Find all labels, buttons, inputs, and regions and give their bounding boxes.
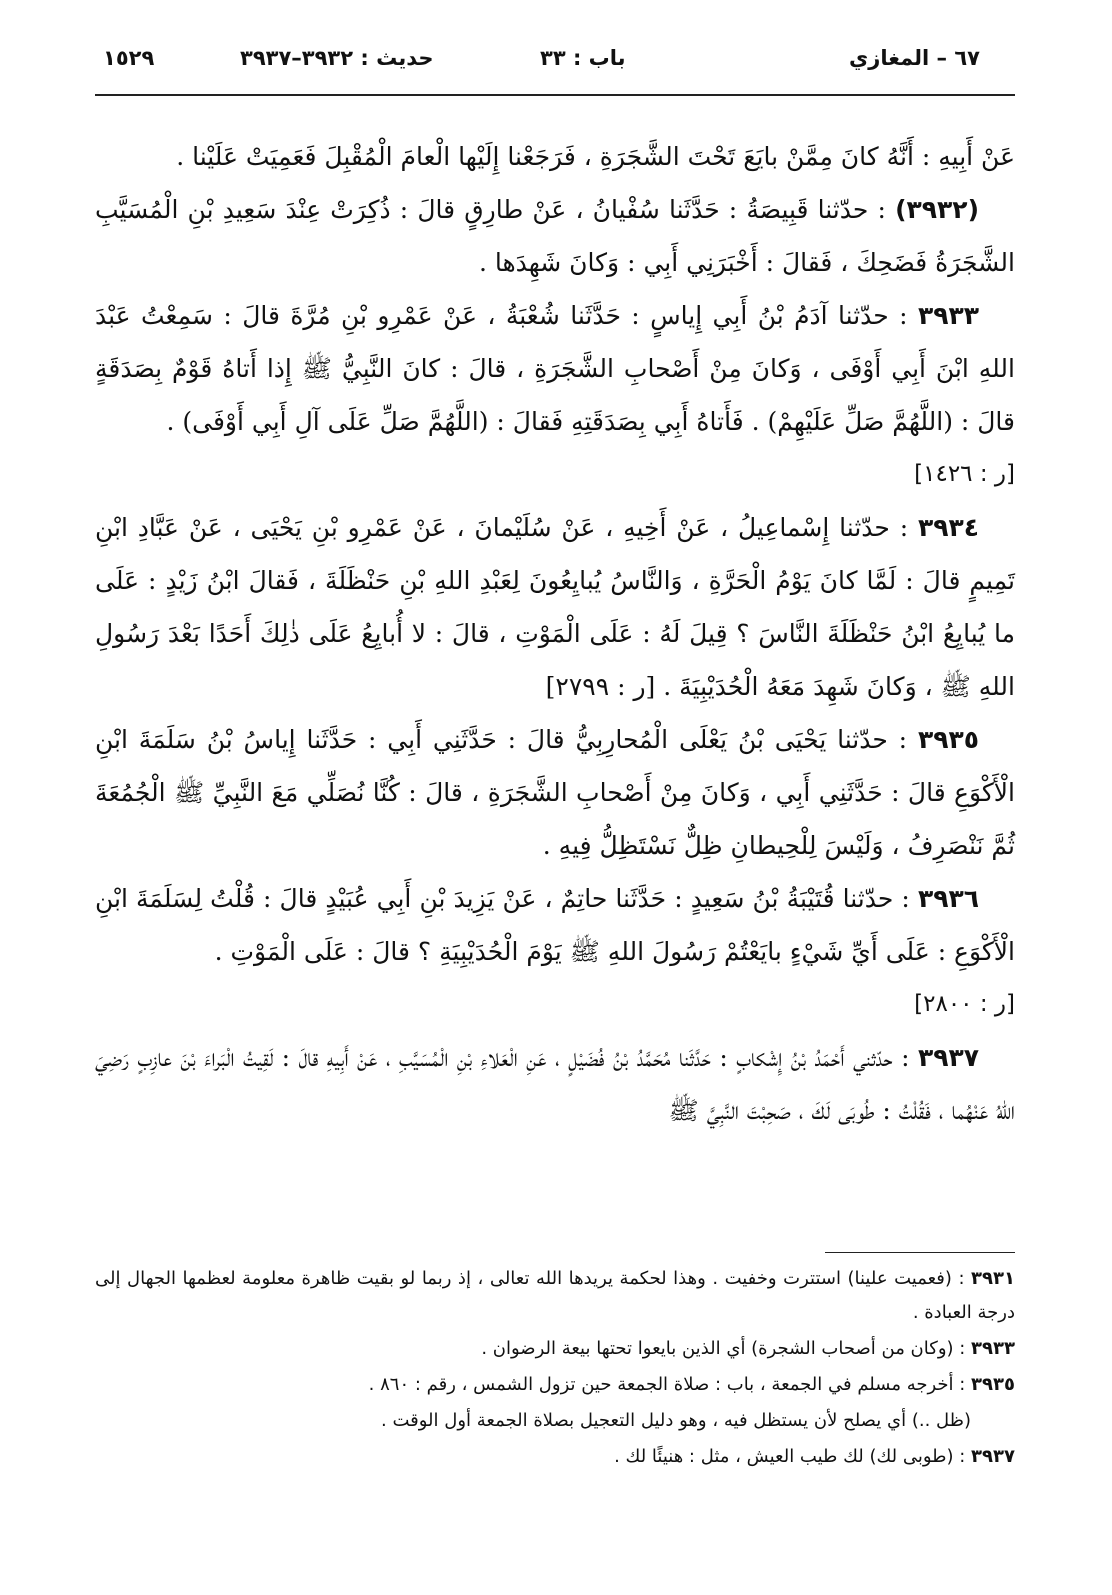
hadith-text: : حدّثنا قَبِيصَةُ : حَدَّثَنا سُفْيانُ ، عَنْ طارِقٍ قالَ : ذُكِرَتْ عِنْدَ سَعِيدِ بْنِ الْمُسَيَّبِ الشَّجَرَةُ فَضَحِكَ ، فَقالَ : أَخْبَرَنِي أَبِي : وَكانَ شَهِدَها . xyxy=(95,195,1015,277)
hadith-text: : حدّثنا قُتَيْبَةُ بْنُ سَعِيدٍ : حَدَّثَنا حاتِمٌ ، عَنْ يَزِيدَ بْنِ أَبِي عُبَيْدٍ قالَ : قُلْتُ لِسَلَمَةَ ابْنِ الْأَكْوَعِ : عَلَى أَيِّ شَيْءٍ بايَعْتُمْ رَسُولَ اللهِ ﷺ يَوْمَ الْحُدَيْبِيَةِ ؟ قالَ : عَلَى الْمَوْتِ . xyxy=(95,884,1015,966)
hadith-range: حديث : ٣٩٣٢–٣٩٣٧ xyxy=(240,46,434,70)
hadith-number: (٣٩٣٢) xyxy=(895,195,979,224)
hadith-3931-continuation: عَنْ أَبِيهِ : أَنَّهُ كانَ مِمَّنْ بايَعَ تَحْتَ الشَّجَرَةِ ، فَرَجَعْنا إِلَيْها الْعامَ الْمُقْبِلَ فَعَمِيَتْ عَلَيْنا . xyxy=(176,142,1015,171)
page-number: ١٥٢٩ xyxy=(103,46,155,70)
hadith-text: : حدّثنا إِسْماعِيلُ ، عَنْ أَخِيهِ ، عَنْ سُلَيْمانَ ، عَنْ عَمْرِو بْنِ يَحْيَى ، عَنْ عَبَّادِ ابْنِ تَمِيمٍ قالَ : لَمَّا كانَ يَوْمُ الْحَرَّةِ ، وَالنَّاسُ يُبايِعُونَ لِعَبْدِ اللهِ بْنِ حَنْظَلَةَ ، فَقالَ ابْنُ زَيْدٍ : عَلَى ما يُبايِعُ ابْنُ حَنْظَلَةَ النَّاسَ ؟ قِيلَ لَهُ : عَلَى الْمَوْتِ ، قالَ : لا أُبايِعُ عَلَى ذٰلِكَ أَحَدًا بَعْدَ رَسُولِ اللهِ ﷺ ، وَكانَ شَهِدَ مَعَهُ الْحُدَيْبِيَةَ . [ر : ٢٧٩٩] xyxy=(95,513,1015,701)
footnote-number: ٣٩٣٣ xyxy=(971,1338,1015,1359)
book-title: ٦٧ – المغازي xyxy=(849,46,980,70)
footnote-number: ٣٩٣١ xyxy=(971,1268,1015,1289)
footnote-number: ٣٩٣٥ xyxy=(971,1374,1015,1395)
hadith-number: ٣٩٣٤ xyxy=(917,513,979,542)
footnote-text: : (طوبى لك) لك طيب العيش ، مثل : هنيئًا لك . xyxy=(614,1446,972,1467)
footnote-text: : (وكان من أصحاب الشجرة) أي الذين بايعوا تحتها بيعة الرضوان . xyxy=(481,1338,972,1359)
cross-reference: [ر : ١٤٢٦] xyxy=(914,461,1015,487)
hadith-3934 xyxy=(95,501,1015,713)
footnote-3937 xyxy=(95,1440,1015,1474)
footnotes xyxy=(95,1262,1015,1476)
hadith-3937 xyxy=(95,1031,1015,1137)
hadith-text: : حدّثنا يَحْيَى بْنُ يَعْلَى الْمُحارِبِيُّ قالَ : حَدَّثَنِي أَبِي : حَدَّثَنا إِياسُ بْنُ سَلَمَةَ ابْنِ الْأَكْوَعِ قالَ : حَدَّثَنِي أَبِي ، وَكانَ مِنْ أَصْحابِ الشَّجَرَةِ ، قالَ : كُنَّا نُصَلِّي مَعَ النَّبِيِّ ﷺ الْجُمُعَةَ ثُمَّ نَنْصَرِفُ ، وَلَيْسَ لِلْحِيطانِ ظِلٌّ نَسْتَظِلُّ فِيهِ . xyxy=(95,725,1015,860)
footnote-3935 xyxy=(95,1368,1015,1402)
hadith-text: : حدّثني أَحْمَدُ بْنُ إِشْكابٍ : حَدَّثَنا مُحَمَّدُ بْنُ فُضَيْلٍ ، عَنِ الْعَلاءِ بْنِ الْمُسَيَّبِ ، عَنْ أَبِيهِ قالَ : لَقِيتُ الْبَراءَ بْنَ عازِبٍ رَضِيَ اللهُ عَنْهُما ، فَقُلْتُ : طُوبَى لَكَ ، صَحِبْتَ النَّبِيَّ ﷺ xyxy=(95,1043,1015,1125)
book-page xyxy=(95,30,1015,1570)
footnote-3931 xyxy=(95,1262,1015,1330)
hadith-number: ٣٩٣٣ xyxy=(917,301,979,330)
hadith-number: ٣٩٣٥ xyxy=(917,725,979,754)
footnote-3935-continuation: (ظل ..) أي يصلح لأن يستظل فيه ، وهو دليل التعجيل بصلاة الجمعة أول الوقت . xyxy=(381,1410,971,1431)
header-divider xyxy=(95,94,1015,96)
hadith-3936 xyxy=(95,872,1015,978)
footnote-text: : أخرجه مسلم في الجمعة ، باب : صلاة الجمعة حين تزول الشمس ، رقم : ٨٦٠ . xyxy=(368,1374,972,1395)
hadith-number: ٣٩٣٦ xyxy=(917,884,979,913)
hadith-number: ٣٩٣٧ xyxy=(917,1043,979,1072)
hadith-3935 xyxy=(95,713,1015,872)
chapter-number: باب : ٣٣ xyxy=(540,46,626,70)
hadith-3933 xyxy=(95,289,1015,448)
footnote-text: : (فعميت علينا) استترت وخفيت . وهذا لحكمة يريدها الله تعالى ، إذ ربما لو بقيت ظاهرة معلومة لعظمها الجهال إلى درجة العبادة . xyxy=(95,1268,1015,1323)
hadith-3932 xyxy=(95,183,1015,289)
footnote-divider xyxy=(825,1252,1015,1253)
hadith-text: : حدّثنا آدَمُ بْنُ أَبِي إِياسٍ : حَدَّثَنا شُعْبَةُ ، عَنْ عَمْرِو بْنِ مُرَّةَ قالَ : سَمِعْتُ عَبْدَ اللهِ ابْنَ أَبِي أَوْفَى ، وَكانَ مِنْ أَصْحابِ الشَّجَرَةِ ، قالَ : كانَ النَّبِيُّ ﷺ إِذا أَتاهُ قَوْمٌ بِصَدَقَةٍ قالَ : (اللَّهُمَّ صَلِّ عَلَيْهِمْ) . فَأَتاهُ أَبِي بِصَدَقَتِهِ فَقالَ : (اللَّهُمَّ صَلِّ عَلَى آلِ أَبِي أَوْفَى) . xyxy=(95,301,1015,436)
main-text xyxy=(95,130,1015,1137)
footnote-number: ٣٩٣٧ xyxy=(971,1446,1015,1467)
footnote-3933 xyxy=(95,1332,1015,1366)
running-header xyxy=(95,40,1015,90)
cross-reference: [ر : ٢٨٠٠] xyxy=(914,991,1015,1017)
